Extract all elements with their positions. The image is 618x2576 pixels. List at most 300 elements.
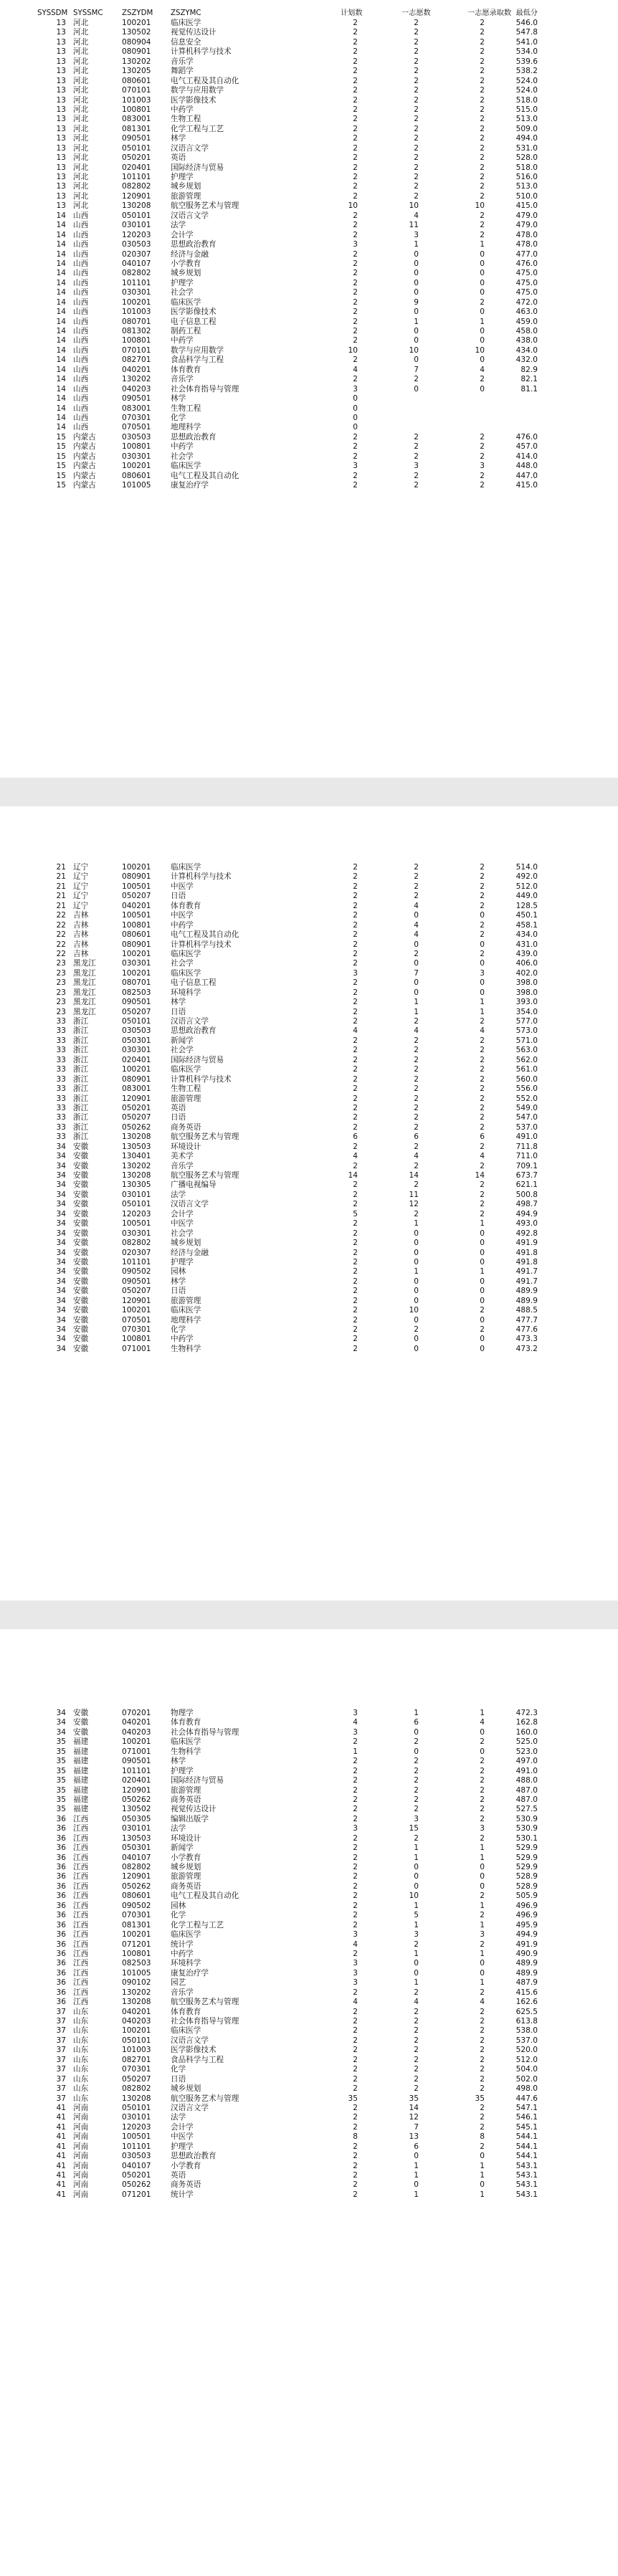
cell-plan-count: 2 [353, 1296, 358, 1305]
cell-plan-count: 2 [353, 2046, 358, 2055]
cell-major-code: 090102 [122, 1978, 151, 1988]
cell-major-name: 商务英语 [171, 1881, 201, 1891]
cell-first-choice-count: 2 [414, 1113, 419, 1122]
cell-major-code: 070301 [122, 1325, 151, 1334]
cell-province-code: 36 [56, 1892, 66, 1901]
cell-province-name: 山西 [73, 230, 89, 239]
cell-major-name: 临床医学 [171, 1930, 201, 1940]
cell-plan-count: 2 [353, 1055, 358, 1064]
table-row [0, 863, 618, 872]
cell-province-code: 41 [56, 2132, 66, 2142]
cell-plan-count: 0 [353, 404, 358, 413]
table-row [0, 1229, 618, 1239]
cell-min-score: 81.1 [520, 384, 538, 393]
cell-plan-count: 2 [353, 920, 358, 930]
cell-major-name: 化学 [171, 413, 186, 422]
cell-province-name: 河北 [73, 153, 89, 163]
cell-plan-count: 2 [353, 163, 358, 172]
cell-min-score: 438.0 [515, 336, 538, 345]
table-row [0, 2171, 618, 2180]
cell-min-score: 543.1 [515, 2161, 538, 2170]
cell-province-name: 河南 [73, 2142, 89, 2151]
cell-major-name: 护理学 [171, 1766, 194, 1775]
cell-province-code: 37 [56, 2094, 66, 2103]
cell-province-code: 36 [56, 1998, 66, 2007]
cell-first-choice-admitted: 2 [480, 930, 485, 940]
cell-major-code: 100201 [122, 1065, 151, 1074]
cell-min-score: 518.0 [515, 163, 538, 172]
table-row [0, 1767, 618, 1776]
cell-plan-count: 2 [353, 1843, 358, 1853]
cell-first-choice-admitted: 0 [480, 269, 485, 278]
table-row [0, 1239, 618, 1248]
cell-major-name: 音乐学 [171, 57, 194, 66]
cell-province-code: 37 [56, 2007, 66, 2016]
cell-first-choice-count: 2 [414, 1074, 419, 1084]
cell-major-name: 中医学 [171, 1219, 194, 1229]
cell-plan-count: 2 [353, 1344, 358, 1353]
cell-major-name: 会计学 [171, 1209, 194, 1218]
table-row [0, 211, 618, 221]
cell-min-score: 475.0 [515, 288, 538, 297]
cell-min-score: 477.7 [515, 1315, 538, 1325]
cell-major-name: 医学影像技术 [171, 307, 217, 317]
cell-min-score: 711.8 [515, 1142, 538, 1151]
cell-major-name: 生物科学 [171, 1344, 201, 1353]
cell-plan-count: 2 [353, 452, 358, 461]
cell-first-choice-count: 2 [414, 173, 419, 181]
table-row [0, 2056, 618, 2065]
cell-plan-count: 2 [353, 297, 358, 307]
cell-major-name: 统计学 [171, 1940, 194, 1949]
table-row [0, 1718, 618, 1727]
cell-province-code: 34 [56, 1152, 66, 1161]
cell-first-choice-admitted: 2 [480, 191, 485, 201]
cell-major-name: 汉语言文学 [171, 143, 209, 153]
cell-first-choice-admitted: 2 [480, 297, 485, 307]
cell-plan-count: 2 [353, 892, 358, 901]
cell-first-choice-count: 1 [414, 240, 419, 249]
cell-major-name: 护理学 [171, 2142, 194, 2151]
table-row [0, 279, 618, 288]
header-plan-count: 计划数 [341, 9, 363, 17]
cell-first-choice-admitted: 0 [480, 1287, 485, 1296]
cell-province-name: 河北 [73, 67, 89, 76]
cell-major-code: 081301 [122, 124, 151, 133]
cell-major-name: 体育教育 [171, 365, 201, 374]
cell-first-choice-count: 9 [414, 297, 419, 307]
cell-province-name: 福建 [73, 1805, 89, 1814]
cell-province-name: 安徽 [73, 1306, 89, 1315]
table-row [0, 1306, 618, 1315]
cell-min-score: 530.9 [515, 1824, 538, 1833]
table-row [0, 2152, 618, 2161]
cell-plan-count: 2 [353, 1094, 358, 1103]
cell-major-name: 中药学 [171, 1949, 194, 1958]
table-row [0, 1345, 618, 1354]
cell-first-choice-count: 0 [414, 278, 419, 287]
cell-major-code: 130202 [122, 1161, 151, 1170]
cell-first-choice-count: 2 [414, 67, 419, 76]
cell-province-code: 36 [56, 1824, 66, 1833]
cell-first-choice-count: 3 [414, 1930, 419, 1940]
cell-major-code: 030101 [122, 1824, 151, 1833]
cell-major-name: 临床医学 [171, 863, 201, 872]
cell-min-score: 476.0 [515, 259, 538, 268]
cell-major-name: 城乡规划 [171, 1863, 201, 1871]
cell-plan-count: 2 [353, 269, 358, 278]
cell-major-name: 生物科学 [171, 1747, 201, 1756]
table-row [0, 872, 618, 882]
cell-first-choice-count: 1 [414, 998, 419, 1007]
cell-first-choice-count: 4 [414, 1998, 419, 2007]
table-row [0, 2026, 618, 2036]
table-row [0, 1786, 618, 1795]
cell-province-name: 河北 [73, 86, 89, 95]
cell-plan-count: 2 [353, 1142, 358, 1151]
cell-major-name: 视觉传达设计 [171, 1805, 217, 1814]
table-row [0, 1757, 618, 1766]
cell-province-name: 河北 [73, 191, 89, 201]
cell-first-choice-admitted: 0 [480, 1277, 485, 1286]
cell-major-name: 临床医学 [171, 1306, 201, 1315]
cell-province-name: 黑龙江 [73, 978, 96, 988]
cell-province-name: 江西 [73, 1978, 89, 1988]
cell-plan-count: 2 [353, 1267, 358, 1277]
cell-major-code: 100201 [122, 462, 151, 471]
cell-plan-count: 2 [353, 978, 358, 988]
cell-major-name: 英语 [171, 1103, 186, 1112]
cell-province-name: 浙江 [73, 1094, 89, 1103]
cell-first-choice-count: 2 [414, 2036, 419, 2045]
cell-first-choice-count: 0 [414, 1257, 419, 1266]
cell-province-name: 河北 [73, 19, 89, 27]
cell-min-score: 500.8 [515, 1190, 538, 1199]
cell-first-choice-admitted: 0 [480, 978, 485, 988]
cell-first-choice-count: 14 [409, 1171, 419, 1180]
cell-first-choice-admitted: 0 [480, 259, 485, 268]
cell-first-choice-count: 2 [414, 1795, 419, 1804]
cell-major-name: 法学 [171, 1190, 186, 1199]
cell-first-choice-admitted: 0 [480, 307, 485, 317]
cell-major-code: 020401 [122, 1776, 151, 1785]
page-2 [0, 806, 618, 1601]
cell-first-choice-admitted: 3 [480, 462, 485, 471]
cell-min-score: 498.7 [515, 1200, 538, 1209]
cell-major-name: 中医学 [171, 911, 194, 920]
cell-plan-count: 2 [353, 211, 358, 220]
cell-first-choice-count: 2 [414, 2046, 419, 2055]
cell-major-code: 050101 [122, 211, 151, 220]
table-row [0, 2132, 618, 2142]
cell-plan-count: 3 [353, 1824, 358, 1833]
cell-first-choice-count: 2 [414, 1805, 419, 1814]
cell-plan-count: 2 [353, 2007, 358, 2016]
cell-first-choice-admitted: 1 [480, 1901, 485, 1910]
cell-province-code: 34 [56, 1718, 66, 1727]
cell-min-score: 538.0 [515, 2026, 538, 2036]
cell-major-name: 信息安全 [171, 37, 201, 47]
cell-major-code: 100501 [122, 911, 151, 920]
cell-first-choice-admitted: 2 [480, 432, 485, 442]
cell-major-name: 音乐学 [171, 375, 194, 384]
cell-major-code: 100501 [122, 2132, 151, 2142]
cell-min-score: 434.0 [515, 345, 538, 355]
cell-first-choice-admitted: 2 [480, 1737, 485, 1747]
cell-first-choice-count: 7 [414, 2122, 419, 2132]
cell-major-code: 070301 [122, 2065, 151, 2074]
table-row [0, 1776, 618, 1785]
cell-min-score: 431.0 [515, 940, 538, 949]
table-row [0, 86, 618, 95]
table-row [0, 1930, 618, 1940]
cell-plan-count: 2 [353, 432, 358, 442]
cell-province-code: 13 [56, 86, 66, 95]
cell-first-choice-count: 2 [414, 134, 419, 143]
cell-first-choice-count: 0 [414, 336, 419, 345]
cell-major-name: 临床医学 [171, 2026, 201, 2036]
cell-min-score: 518.0 [515, 95, 538, 105]
cell-province-name: 山西 [73, 288, 89, 297]
cell-plan-count: 2 [353, 95, 358, 105]
cell-major-code: 050207 [122, 1287, 151, 1296]
cell-province-code: 36 [56, 1872, 66, 1881]
cell-plan-count: 2 [353, 930, 358, 940]
cell-province-name: 河北 [73, 95, 89, 105]
cell-province-name: 河北 [73, 115, 89, 124]
cell-major-name: 护理学 [171, 1257, 194, 1266]
cell-major-code: 100201 [122, 1306, 151, 1315]
cell-province-code: 34 [56, 1171, 66, 1180]
cell-major-name: 新闻学 [171, 1843, 194, 1853]
cell-min-score: 528.0 [515, 153, 538, 163]
table-row [0, 1258, 618, 1267]
cell-major-code: 083001 [122, 115, 151, 124]
cell-plan-count: 2 [353, 959, 358, 968]
cell-province-code: 34 [56, 1239, 66, 1248]
table-row [0, 1219, 618, 1229]
cell-major-code: 070201 [122, 1709, 151, 1717]
table-row [0, 1335, 618, 1344]
cell-major-code: 050101 [122, 1200, 151, 1209]
cell-plan-count: 2 [353, 37, 358, 47]
cell-province-name: 江西 [73, 1824, 89, 1833]
table-row [0, 163, 618, 173]
table-row [0, 250, 618, 259]
cell-province-name: 河南 [73, 2113, 89, 2122]
cell-major-name: 临床医学 [171, 968, 201, 978]
cell-province-name: 安徽 [73, 1296, 89, 1305]
cell-first-choice-count: 2 [414, 1094, 419, 1103]
cell-province-name: 山东 [73, 2055, 89, 2064]
cell-first-choice-admitted: 2 [480, 1017, 485, 1026]
table-row [0, 28, 618, 37]
cell-province-code: 15 [56, 442, 66, 452]
cell-province-name: 福建 [73, 1776, 89, 1785]
cell-plan-count: 2 [353, 1785, 358, 1795]
cell-province-name: 内蒙古 [73, 471, 96, 480]
cell-first-choice-count: 2 [414, 1776, 419, 1785]
cell-plan-count: 1 [353, 1747, 358, 1756]
cell-plan-count: 2 [353, 124, 358, 133]
cell-province-name: 内蒙古 [73, 462, 96, 471]
cell-first-choice-count: 7 [414, 365, 419, 374]
cell-plan-count: 14 [348, 1171, 358, 1180]
cell-major-name: 国际经济与贸易 [171, 163, 224, 172]
cell-province-name: 辽宁 [73, 863, 89, 872]
cell-plan-count: 3 [353, 240, 358, 249]
cell-major-name: 中药学 [171, 1335, 194, 1344]
cell-province-name: 江西 [73, 1949, 89, 1958]
cell-min-score: 398.0 [515, 978, 538, 988]
cell-first-choice-count: 0 [414, 269, 419, 278]
cell-first-choice-admitted: 2 [480, 47, 485, 57]
table-row [0, 1316, 618, 1325]
cell-first-choice-count: 0 [414, 1881, 419, 1891]
cell-province-name: 内蒙古 [73, 481, 96, 490]
cell-plan-count: 0 [353, 394, 358, 404]
cell-province-code: 13 [56, 57, 66, 66]
cell-first-choice-count: 1 [414, 1901, 419, 1910]
cell-plan-count: 2 [353, 67, 358, 76]
cell-first-choice-count: 2 [414, 2026, 419, 2036]
cell-province-name: 江西 [73, 1833, 89, 1843]
cell-first-choice-count: 2 [414, 1065, 419, 1074]
cell-province-code: 22 [56, 911, 66, 920]
cell-plan-count: 2 [353, 1805, 358, 1814]
cell-province-name: 山西 [73, 249, 89, 259]
cell-province-code: 14 [56, 317, 66, 326]
cell-province-code: 34 [56, 1209, 66, 1218]
cell-province-name: 安徽 [73, 1277, 89, 1286]
cell-plan-count: 2 [353, 2084, 358, 2094]
cell-plan-count: 4 [353, 1718, 358, 1727]
cell-first-choice-admitted: 2 [480, 1306, 485, 1315]
cell-province-code: 35 [56, 1805, 66, 1814]
cell-plan-count: 2 [353, 2065, 358, 2074]
cell-province-code: 13 [56, 115, 66, 124]
cell-min-score: 544.1 [515, 2132, 538, 2142]
cell-province-code: 14 [56, 297, 66, 307]
cell-plan-count: 2 [353, 940, 358, 949]
cell-province-name: 安徽 [73, 1239, 89, 1248]
cell-plan-count: 2 [353, 173, 358, 181]
table-row [0, 1180, 618, 1190]
cell-province-name: 安徽 [73, 1161, 89, 1170]
cell-min-score: 82.1 [520, 375, 538, 384]
cell-first-choice-count: 1 [414, 1920, 419, 1929]
cell-first-choice-count: 4 [414, 920, 419, 930]
cell-first-choice-count: 2 [414, 2074, 419, 2084]
cell-province-name: 江西 [73, 1892, 89, 1901]
cell-first-choice-admitted: 2 [480, 2046, 485, 2055]
cell-major-name: 汉语言文学 [171, 2103, 209, 2112]
cell-major-code: 081302 [122, 327, 151, 335]
table-row [0, 1142, 618, 1152]
cell-plan-count: 2 [353, 1833, 358, 1843]
cell-first-choice-admitted: 0 [480, 1959, 485, 1968]
cell-province-code: 33 [56, 1103, 66, 1112]
cell-first-choice-count: 2 [414, 1122, 419, 1132]
cell-major-code: 130208 [122, 1132, 151, 1142]
cell-province-name: 黑龙江 [73, 998, 96, 1007]
cell-min-score: 497.0 [515, 1757, 538, 1766]
cell-province-code: 34 [56, 1344, 66, 1353]
cell-major-name: 城乡规划 [171, 269, 201, 278]
cell-min-score: 447.6 [515, 2094, 538, 2103]
table-row [0, 153, 618, 163]
cell-first-choice-admitted: 0 [480, 327, 485, 335]
cell-first-choice-admitted: 2 [480, 2036, 485, 2045]
cell-min-score: 625.5 [515, 2007, 538, 2016]
cell-first-choice-admitted: 14 [475, 1171, 485, 1180]
cell-province-name: 江西 [73, 1998, 89, 2007]
cell-province-code: 14 [56, 240, 66, 249]
cell-major-code: 030503 [122, 240, 151, 249]
cell-plan-count: 0 [353, 423, 358, 432]
cell-province-code: 36 [56, 1988, 66, 1997]
cell-province-name: 江西 [73, 1853, 89, 1862]
cell-major-code: 082802 [122, 1863, 151, 1871]
cell-province-name: 黑龙江 [73, 959, 96, 968]
cell-major-name: 林学 [171, 134, 186, 143]
cell-plan-count: 3 [353, 462, 358, 471]
page-1 [0, 0, 618, 778]
cell-first-choice-count: 2 [414, 1036, 419, 1045]
cell-first-choice-admitted: 4 [480, 1026, 485, 1036]
cell-first-choice-admitted: 2 [480, 375, 485, 384]
cell-first-choice-count: 0 [414, 1335, 419, 1344]
cell-major-name: 化学工程与工艺 [171, 124, 224, 133]
cell-min-score: 478.0 [515, 240, 538, 249]
cell-plan-count: 3 [353, 1959, 358, 1968]
cell-major-name: 小学教育 [171, 259, 201, 268]
cell-first-choice-admitted: 1 [480, 998, 485, 1007]
cell-plan-count: 2 [353, 1881, 358, 1891]
cell-first-choice-count: 10 [409, 201, 419, 211]
cell-first-choice-admitted: 0 [480, 940, 485, 949]
table-row [0, 1075, 618, 1084]
cell-major-name: 制药工程 [171, 327, 201, 335]
cell-first-choice-count: 1 [414, 1007, 419, 1016]
cell-min-score: 498.0 [515, 2084, 538, 2094]
table-row [0, 356, 618, 365]
table-row [0, 240, 618, 249]
table-row [0, 433, 618, 442]
cell-major-code: 130208 [122, 2094, 151, 2103]
table-row [0, 221, 618, 230]
cell-major-name: 英语 [171, 153, 186, 163]
cell-major-name: 体育教育 [171, 901, 201, 910]
cell-first-choice-admitted: 2 [480, 481, 485, 490]
cell-major-name: 生物工程 [171, 404, 201, 413]
cell-first-choice-admitted: 2 [480, 442, 485, 452]
cell-min-score: 552.0 [515, 1094, 538, 1103]
cell-plan-count: 2 [353, 182, 358, 191]
cell-first-choice-admitted: 2 [480, 901, 485, 910]
cell-plan-count: 2 [353, 872, 358, 882]
cell-min-score: 530.9 [515, 1814, 538, 1823]
cell-major-code: 100801 [122, 442, 151, 452]
cell-major-code: 080601 [122, 930, 151, 940]
table-row [0, 2162, 618, 2171]
cell-major-name: 康复治疗学 [171, 481, 209, 490]
cell-min-score: 491.9 [515, 1940, 538, 1949]
cell-first-choice-admitted: 2 [480, 1988, 485, 1997]
cell-major-name: 地理科学 [171, 423, 201, 432]
cell-first-choice-count: 1 [414, 1219, 419, 1229]
cell-first-choice-admitted: 2 [480, 1911, 485, 1920]
